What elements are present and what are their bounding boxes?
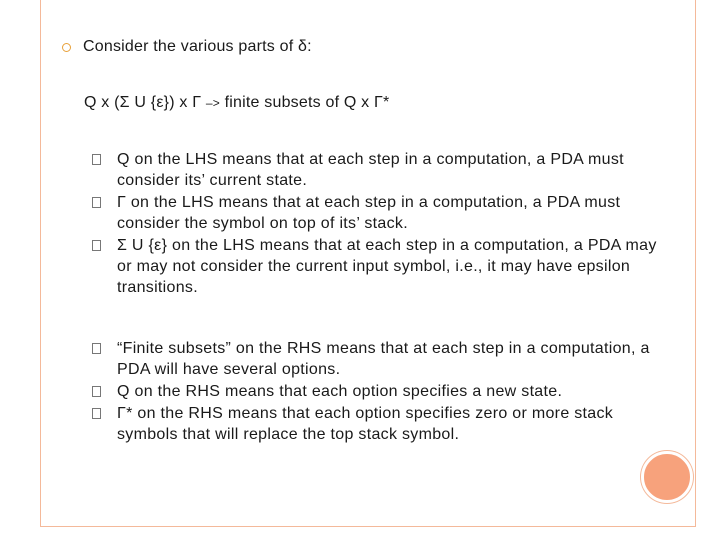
square-bullet-icon [92, 343, 101, 354]
square-bullet-icon [92, 408, 101, 419]
arrow-icon: –> [205, 96, 220, 110]
list-item [84, 192, 674, 234]
formula-left: Q x (Σ U {ε}) x Γ [84, 94, 206, 111]
list-item-text: Q on the RHS means that each option specifies a new state. [117, 383, 563, 400]
square-bullet-icon [92, 386, 101, 397]
list-item [84, 235, 674, 298]
circle-bullet-icon [62, 43, 71, 52]
list-item-text: Σ U {ε} on the LHS means that at each step in a computation, a PDA may or may not consider the current input symbol, i.e., it may have epsilon transitions. [117, 237, 657, 296]
list-item-text: “Finite subsets” on the RHS means that at each step in a computation, a PDA will have several options. [117, 340, 650, 378]
formula-right: finite subsets of Q x Γ* [220, 94, 390, 111]
square-bullet-icon [92, 197, 101, 208]
list-item [84, 149, 674, 191]
list-item-text: Γ* on the RHS means that each option specifies zero or more stack symbols that will replace the top stack symbol. [117, 405, 614, 443]
square-bullet-icon [92, 154, 101, 165]
list-item-text: Q on the LHS means that at each step in a computation, a PDA must consider its’ current state. [117, 151, 624, 189]
square-bullet-icon [92, 240, 101, 251]
lhs-explanations [84, 149, 674, 298]
list-item [84, 403, 674, 445]
transition-formula [84, 94, 389, 112]
slide-heading [62, 38, 312, 56]
list-item-text: Γ on the LHS means that at each step in a computation, a PDA must consider the symbol on top of its’ stack. [117, 194, 621, 232]
decorative-circle [641, 451, 693, 503]
heading-text: Consider the various parts of δ: [83, 38, 312, 55]
rhs-explanations [84, 338, 674, 445]
list-item [84, 338, 674, 380]
list-item [84, 381, 674, 402]
